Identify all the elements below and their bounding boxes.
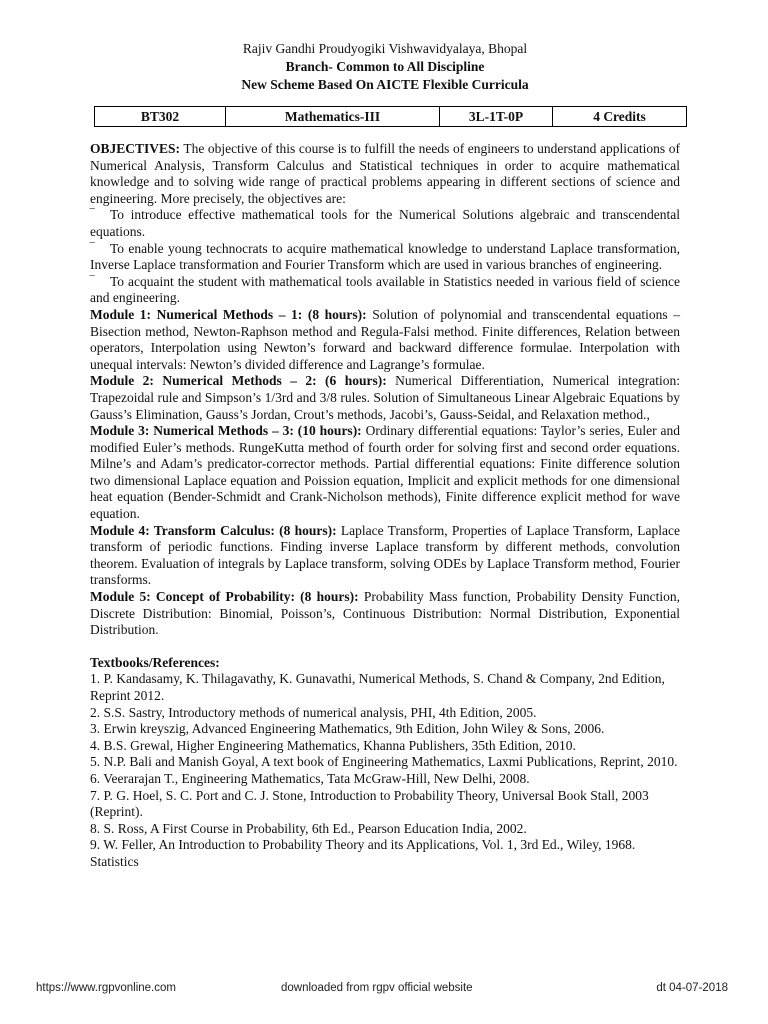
footer-source-note: downloaded from rgpv official website (281, 982, 473, 994)
references-section (90, 655, 680, 871)
module-title: Module 3: Numerical Methods – 3: (10 hours): (90, 423, 362, 439)
document-header (90, 40, 680, 94)
footer-date: dt 04-07-2018 (656, 982, 728, 994)
reference-item: 9. W. Feller, An Introduction to Probability Theory and its Applications, Vol. 1, 3rd Ed., Wiley, 1968. Statistics (90, 837, 636, 869)
objectives-label: OBJECTIVES: (90, 141, 181, 156)
page-footer (36, 982, 728, 998)
bullet-mark: ‾ (90, 273, 95, 289)
objective-item: ‾ To acquaint the student with mathematical tools available in Statistics needed in various field of science and engineering. (90, 273, 680, 306)
module-3 (90, 423, 680, 523)
module-4 (90, 523, 680, 589)
course-name: Mathematics-III (226, 107, 440, 127)
module-title: Module 4: Transform Calculus: (8 hours): (90, 522, 337, 538)
module-5 (90, 589, 680, 639)
module-2 (90, 373, 680, 423)
syllabus-page (90, 40, 680, 871)
module-1 (90, 307, 680, 373)
course-info-row (95, 107, 687, 127)
reference-item: 1. P. Kandasamy, K. Thilagavathy, K. Gunavathi, Numerical Methods, S. Chand & Company, 2nd Edition, Reprint 2012. (90, 671, 665, 703)
module-text: Ordinary differential equations: Taylor’s series, Euler and modified Euler’s methods. RungeKutta method of fourth order for solving first and second order equations. Milne’s and Adam’s predicator-corrector methods. Partial differential equations: Finite difference solution two dimensional Laplace equation and Poission equation, Implicit and explicit methods for one dimensional heat equation (Bender-Schmidt and Crank-Nicholson methods), Finite difference explicit method for wave equation. (90, 423, 680, 522)
objective-item: ‾ To introduce effective mathematical tools for the Numerical Solutions algebraic and transcendental equations. (90, 207, 680, 239)
module-text: Laplace Transform, Properties of Laplace Transform, Laplace transform of periodic functions. Finding inverse Laplace transform by different methods, convolution theorem. Evaluation of integrals by Laplace transform, solving ODEs by Laplace Transform method, Fourier transforms. (90, 522, 681, 588)
module-title: Module 1: Numerical Methods – 1: (8 hours): (90, 306, 367, 322)
bullet-mark: ‾ (90, 240, 95, 256)
scheme-title: New Scheme Based On AICTE Flexible Curricula (241, 77, 529, 92)
reference-item: 2. S.S. Sastry, Introductory methods of numerical analysis, PHI, 4th Edition, 2005. (90, 704, 537, 720)
reference-item: 5. N.P. Bali and Manish Goyal, A text book of Engineering Mathematics, Laxmi Publications, Reprint, 2010. (90, 754, 678, 770)
bullet-mark: ‾ (90, 207, 95, 223)
objectives-paragraph (90, 141, 680, 207)
course-ltp: 3L-1T-0P (440, 107, 553, 127)
module-text: Probability Mass function, Probability Density Function, Discrete Distribution: Binomial, Poisson’s, Continuous Distribution: Normal Distribution, Exponential Distribution. (90, 589, 680, 638)
objective-item: ‾ To enable young technocrats to acquire mathematical knowledge to understand Laplace transformation, Inverse Laplace transformation and Fourier Transform which are used in various branches of engineering. (90, 240, 680, 273)
objectives-intro: The objective of this course is to fulfill the needs of engineers to understand applications of Numerical Analysis, Transform Calculus and Statistical techniques in order to acquire mathematical knowledge and to solving wide range of practical problems appearing in different sections of science and engineering. More precisely, the objectives are: (90, 141, 680, 206)
reference-item: 8. S. Ross, A First Course in Probability, 6th Ed., Pearson Education India, 2002. (90, 820, 527, 836)
branch-title: Branch- Common to All Discipline (285, 59, 485, 74)
syllabus-body (90, 141, 680, 639)
module-title: Module 2: Numerical Methods – 2: (6 hours): (90, 373, 387, 389)
course-info-table (94, 106, 687, 127)
course-code: BT302 (95, 107, 226, 127)
module-title: Module 5: Concept of Probability: (8 hours): (90, 589, 359, 605)
course-credits: 4 Credits (553, 107, 687, 127)
university-name: Rajiv Gandhi Proudyogiki Vishwavidyalaya, Bhopal (242, 41, 528, 56)
references-heading: Textbooks/References: (90, 654, 220, 670)
reference-item: 7. P. G. Hoel, S. C. Port and C. J. Stone, Introduction to Probability Theory, Universal Book Stall, 2003 (Reprint). (90, 787, 649, 820)
footer-website-link[interactable]: https://www.rgpvonline.com (36, 982, 176, 994)
module-text: Numerical Differentiation, Numerical integration: Trapezoidal rule and Simpson’s 1/3rd and 3/8 rules. Solution of Simultaneous Linear Algebraic Equations by Gauss’s Elimination, Gauss’s Jordan, Crout’s methods, Jacobi’s, Gauss-Seidal, and Relaxation method., (90, 373, 680, 422)
reference-item: 3. Erwin kreyszig, Advanced Engineering Mathematics, 9th Edition, John Wiley & Sons, 2006. (90, 721, 605, 737)
reference-item: 4. B.S. Grewal, Higher Engineering Mathematics, Khanna Publishers, 35th Edition, 2010. (90, 737, 576, 753)
reference-item: 6. Veerarajan T., Engineering Mathematics, Tata McGraw-Hill, New Delhi, 2008. (90, 770, 530, 786)
module-text: Solution of polynomial and transcendental equations – Bisection method, Newton-Raphson method and Regula-Falsi method. Finite differences, Relation between operators, Interpolation using Newton’s forward and backward difference formulae. Interpolation with unequal intervals: Newton’s divided difference and Lagrange’s formulae. (90, 306, 680, 372)
